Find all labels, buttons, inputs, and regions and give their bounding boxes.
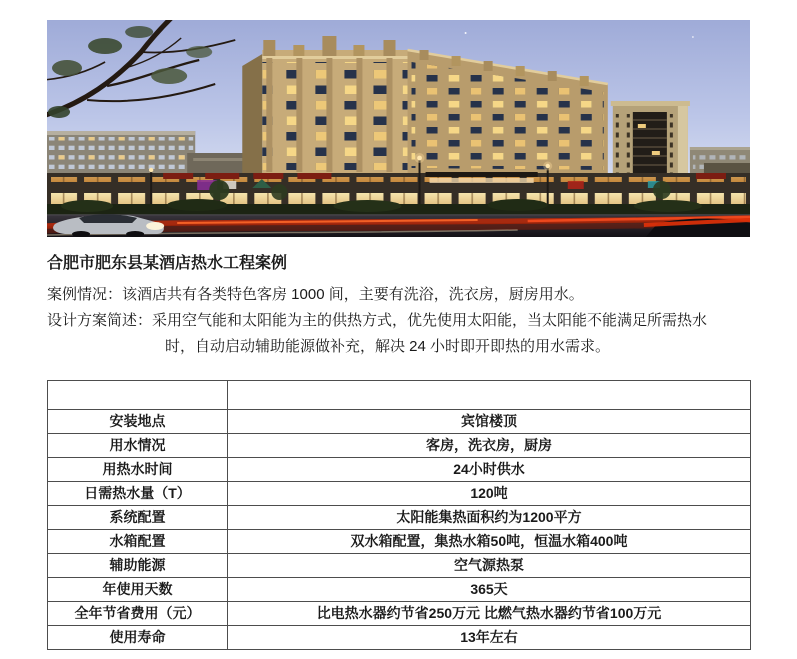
spec-label-cell: 年使用天数 — [48, 578, 228, 602]
case-info-line: 案例情况：该酒店共有各类特色客房 1000 间，主要有洗浴，洗衣房，厨房用水。 — [47, 286, 584, 303]
spec-value-cell: 客房，洗衣房，厨房 — [228, 434, 751, 458]
table-row — [48, 381, 751, 410]
table-row — [48, 482, 751, 506]
spec-value-cell: 空气源热泵 — [228, 554, 751, 578]
spec-value-cell: 双水箱配置，集热水箱50吨，恒温水箱400吨 — [228, 530, 751, 554]
table-row — [48, 530, 751, 554]
spec-label-cell: 全年节省费用（元） — [48, 602, 228, 626]
spec-value-cell: 24小时供水 — [228, 458, 751, 482]
spec-value-cell: 宾馆楼顶 — [228, 410, 751, 434]
spec-label-cell: 用水情况 — [48, 434, 228, 458]
spec-label-cell: 用热水时间 — [48, 458, 228, 482]
design-summary-line2: 时，自动启动辅助能源做补充，解决 24 小时即开即热的用水需求。 — [165, 338, 611, 355]
spec-table — [47, 380, 751, 650]
spec-label-cell: 日需热水量（T） — [48, 482, 228, 506]
hotel-photo-illustration — [47, 20, 750, 237]
page-title: 合肥市肥东县某酒店热水工程案例 — [47, 255, 288, 272]
table-row — [48, 626, 751, 650]
table-row — [48, 458, 751, 482]
table-row — [48, 410, 751, 434]
spec-label-cell: 辅助能源 — [48, 554, 228, 578]
spec-value-cell — [228, 381, 751, 410]
table-row — [48, 602, 751, 626]
spec-label-cell: 使用寿命 — [48, 626, 228, 650]
spec-value-cell: 120吨 — [228, 482, 751, 506]
table-row — [48, 578, 751, 602]
spec-value-cell: 太阳能集热面积约为1200平方 — [228, 506, 751, 530]
hotel-photo — [47, 20, 750, 237]
spec-label-cell: 安装地点 — [48, 410, 228, 434]
spec-value-cell: 365天 — [228, 578, 751, 602]
design-summary-line1: 设计方案简述：采用空气能和太阳能为主的供热方式，优先使用太阳能，当太阳能不能满足所需热水 — [47, 312, 708, 329]
spec-label-cell — [48, 381, 228, 410]
spec-value-cell: 比电热水器约节省250万元 比燃气热水器约节省100万元 — [228, 602, 751, 626]
table-row — [48, 434, 751, 458]
spec-value-cell: 13年左右 — [228, 626, 751, 650]
case-description — [47, 282, 750, 360]
table-row — [48, 554, 751, 578]
table-row — [48, 506, 751, 530]
spec-label-cell: 系统配置 — [48, 506, 228, 530]
spec-label-cell: 水箱配置 — [48, 530, 228, 554]
